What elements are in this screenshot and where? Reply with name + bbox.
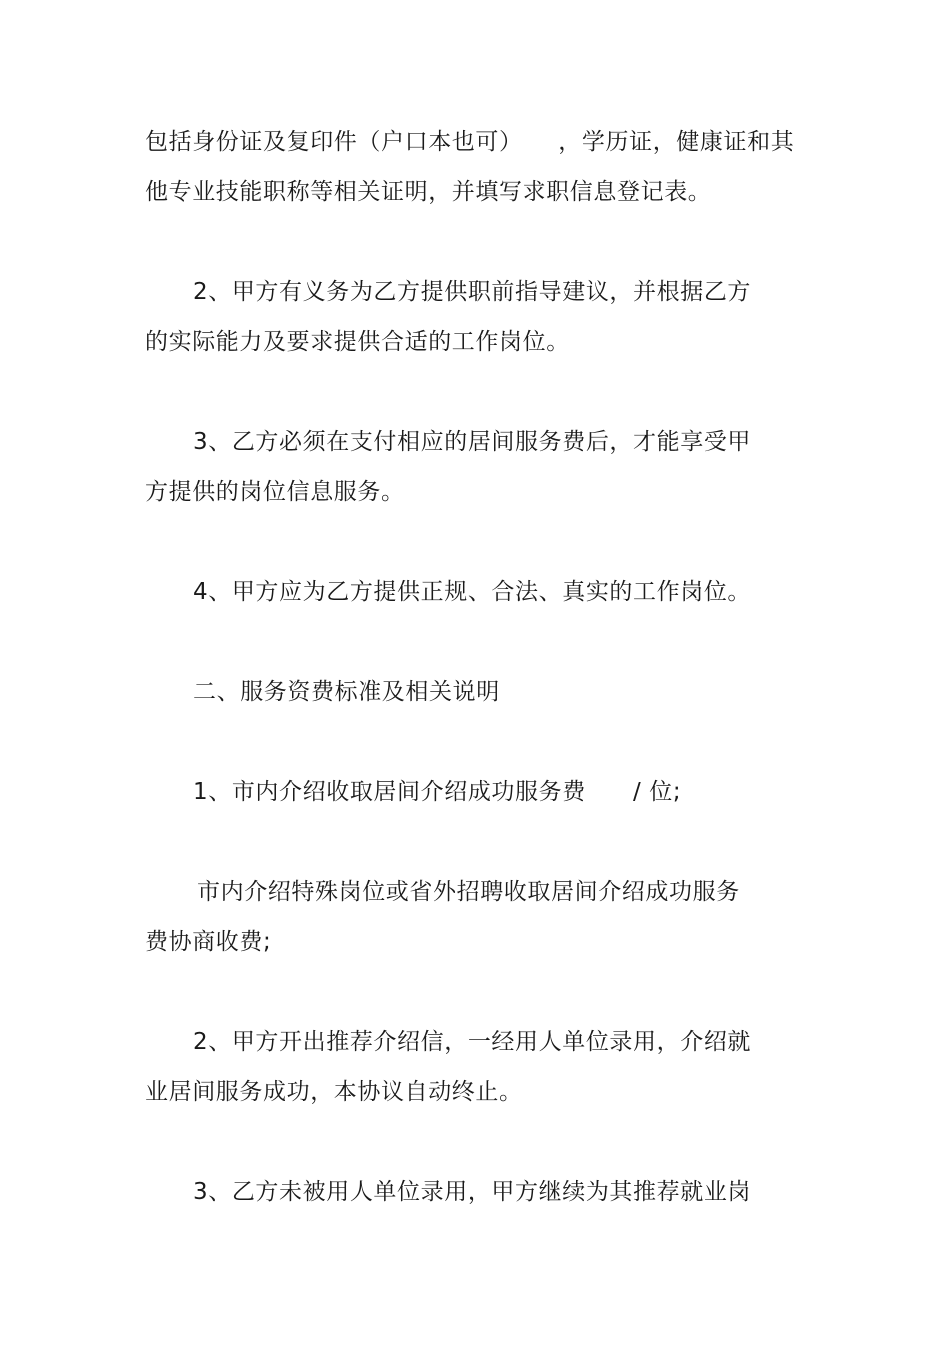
text-line: 他专业技能职称等相关证明，并填写求职信息登记表。: [145, 179, 712, 205]
text-line: 2、甲方开出推荐介绍信，一经用人单位录用，介绍就: [193, 1029, 752, 1055]
text-line: 市内介绍特殊岗位或省外招聘收取居间介绍成功服务: [197, 879, 740, 905]
text-line: 费协商收费;: [145, 929, 272, 955]
text-line: 包括身份证及复印件（户口本也可） ，学历证，健康证和其: [145, 129, 795, 155]
text-line: 1、市内介绍收取居间介绍成功服务费 / 位;: [193, 779, 682, 805]
text-line: 的实际能力及要求提供合适的工作岗位。: [145, 329, 570, 355]
text-line: 业居间服务成功，本协议自动终止。: [145, 1079, 523, 1105]
text-line: 3、乙方必须在支付相应的居间服务费后，才能享受甲: [193, 429, 752, 455]
section-heading: 二、服务资费标准及相关说明: [193, 679, 500, 705]
text-line: 2、甲方有义务为乙方提供职前指导建议，并根据乙方: [193, 279, 752, 305]
text-line: 3、乙方未被用人单位录用，甲方继续为其推荐就业岗: [193, 1179, 752, 1205]
text-line: 4、甲方应为乙方提供正规、合法、真实的工作岗位。: [193, 579, 752, 605]
text-line: 方提供的岗位信息服务。: [145, 479, 405, 505]
